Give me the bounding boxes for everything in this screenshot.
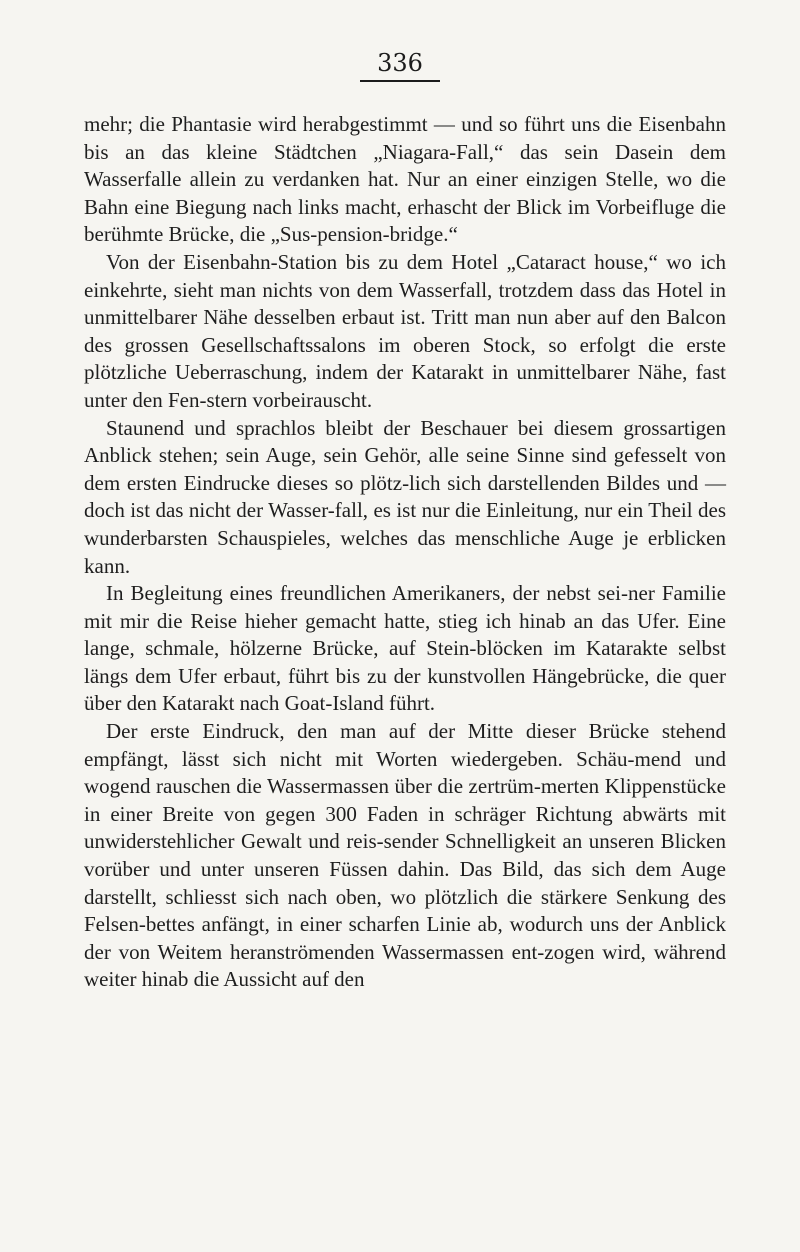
paragraph-2: Von der Eisenbahn-Station bis zu dem Hotel „Cataract house,“ wo ich einkehrte, sieht man nichts von dem Wasserfall, trotzdem dass das Hotel in unmittelbarer Nähe desselben erbaut ist. Tritt man nun aber auf den Balcon des grossen Gesellschaftssalons im oberen Stock, so erfolgt die erste plötzliche Ueberraschung, indem der Katarakt in unmittelbarer Nähe, fast unter den Fen-stern vorbeirauscht. <box>84 249 726 412</box>
paragraph-3: Staunend und sprachlos bleibt der Beschauer bei diesem grossartigen Anblick stehen; sein Auge, sein Gehör, alle seine Sinne sind gefesselt von dem ersten Eindrucke dieses so plötz-lich sich darstellenden Bildes und — doch ist das nicht der Wasser-fall, es ist nur die Einleitung, nur ein Theil des wunderbarsten Schauspieles, welches das menschliche Auge je erblicken kann. <box>84 415 726 578</box>
body-text <box>84 111 726 994</box>
paragraph-5: Der erste Eindruck, den man auf der Mitte dieser Brücke stehend empfängt, lässt sich nicht mit Worten wiedergeben. Schäu-mend und wogend rauschen die Wassermassen über die zertrüm-merten Klippenstücke in einer Breite von gegen 300 Faden in schräger Richtung abwärts mit unwiderstehlicher Gewalt und reis-sender Schnelligkeit an unseren Blicken vorüber und unter unseren Füssen dahin. Das Bild, das sich dem Auge darstellt, schliesst sich nach oben, wo plötzlich die stärkere Senkung des Felsen-bettes anfängt, in einer scharfen Linie ab, wodurch uns der Anblick der von Weitem heranströmenden Wassermassen ent-zogen wird, während weiter hinab die Aussicht auf den <box>84 719 726 992</box>
paragraph-1: mehr; die Phantasie wird herabgestimmt — und so führt uns die Eisenbahn bis an das kleine Städtchen „Niagara-Fall,“ das sein Dasein dem Wasserfalle allein zu verdanken hat. Nur an einer einzigen Stelle, wo die Bahn eine Biegung nach links macht, erhascht der Blick im Vorbeifluge die berühmte Brücke, die „Sus-pension-bridge.“ <box>84 112 726 247</box>
page-number: 336 <box>360 48 440 82</box>
paragraph-4: In Begleitung eines freundlichen Amerikaners, der nebst sei-ner Familie mit mir die Reise hieher gemacht hatte, stieg ich hinab an das Ufer. Eine lange, schmale, hölzerne Brücke, auf Stein-blöcken im Katarakte selbst längs dem Ufer erbaut, führt bis zu der kunstvollen Hängebrücke, die quer über den Katarakt nach Goat-Island führt. <box>84 581 726 716</box>
